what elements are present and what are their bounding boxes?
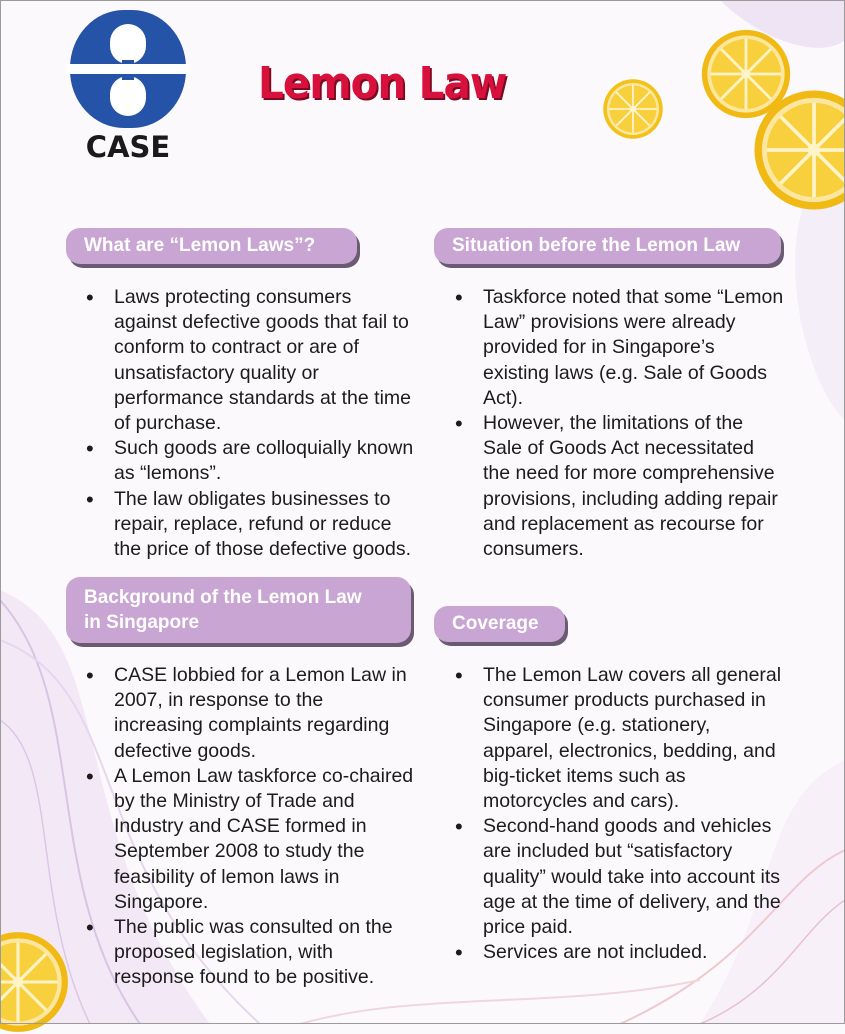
- list-item: • A Lemon Law taskforce co-chaired by the Ministry of Trade and Industry and CASE formed in September 2008 to study the feasibility of lemon laws in Singapore.: [86, 764, 414, 915]
- heading-coverage-text: Coverage: [452, 613, 539, 634]
- list-item: • Services are not included.: [455, 940, 785, 965]
- list-item: • CASE lobbied for a Lemon Law in 2007, in response to the increasing complaints regarding defective goods.: [86, 663, 414, 764]
- heading-situation-before-text: Situation before the Lemon Law: [452, 235, 741, 256]
- list-item: • However, the limitations of the Sale of Goods Act necessitated the need for more comprehensive provisions, including adding repair and replacement as recourse for consumers.: [455, 411, 785, 562]
- list-item: • Second-hand goods and vehicles are included but “satisfactory quality” would take into account its age at the time of delivery, and the price paid.: [455, 814, 785, 940]
- list-situation-before: [455, 285, 785, 562]
- list-item: • The law obligates businesses to repair, replace, refund or reduce the price of those defective goods.: [86, 487, 416, 563]
- case-logo-text: CASE: [85, 130, 171, 164]
- heading-background-line2: in Singapore: [84, 612, 200, 633]
- heading-what-are-lemon-laws-text: What are “Lemon Laws”?: [84, 235, 316, 256]
- heading-background-line1: Background of the Lemon Law: [84, 587, 362, 608]
- case-logo: [66, 10, 190, 162]
- list-item: • Taskforce noted that some “Lemon Law” provisions were already provided for in Singapore’s existing laws (e.g. Sale of Goods Act).: [455, 285, 785, 411]
- lemon-slice-bottom-icon: [0, 930, 70, 1034]
- heading-coverage: [434, 606, 565, 642]
- list-item: • The Lemon Law covers all general consumer products purchased in Singapore (e.g. stationery, apparel, electronics, bedding, and big-ticket items such as motorcycles and cars).: [455, 663, 785, 814]
- list-coverage: [455, 663, 785, 965]
- page-title: Lemon Law: [258, 58, 507, 109]
- heading-situation-before: [434, 228, 781, 264]
- lemon-slice-large-icon: [752, 88, 845, 212]
- list-background: [86, 663, 414, 991]
- heading-background: [66, 577, 411, 643]
- heading-what-are-lemon-laws: [66, 228, 357, 264]
- case-logo-mark-icon: [66, 10, 190, 130]
- list-what-are-lemon-laws: [86, 285, 416, 562]
- list-item: • Laws protecting consumers against defective goods that fail to conform to contract or are of unsatisfactory quality or performance standards at the time of purchase.: [86, 285, 416, 436]
- list-item: • The public was consulted on the proposed legislation, with response found to be positive.: [86, 915, 414, 991]
- lemon-slice-small-icon: [602, 78, 664, 140]
- list-item: • Such goods are colloquially known as “lemons”.: [86, 436, 416, 486]
